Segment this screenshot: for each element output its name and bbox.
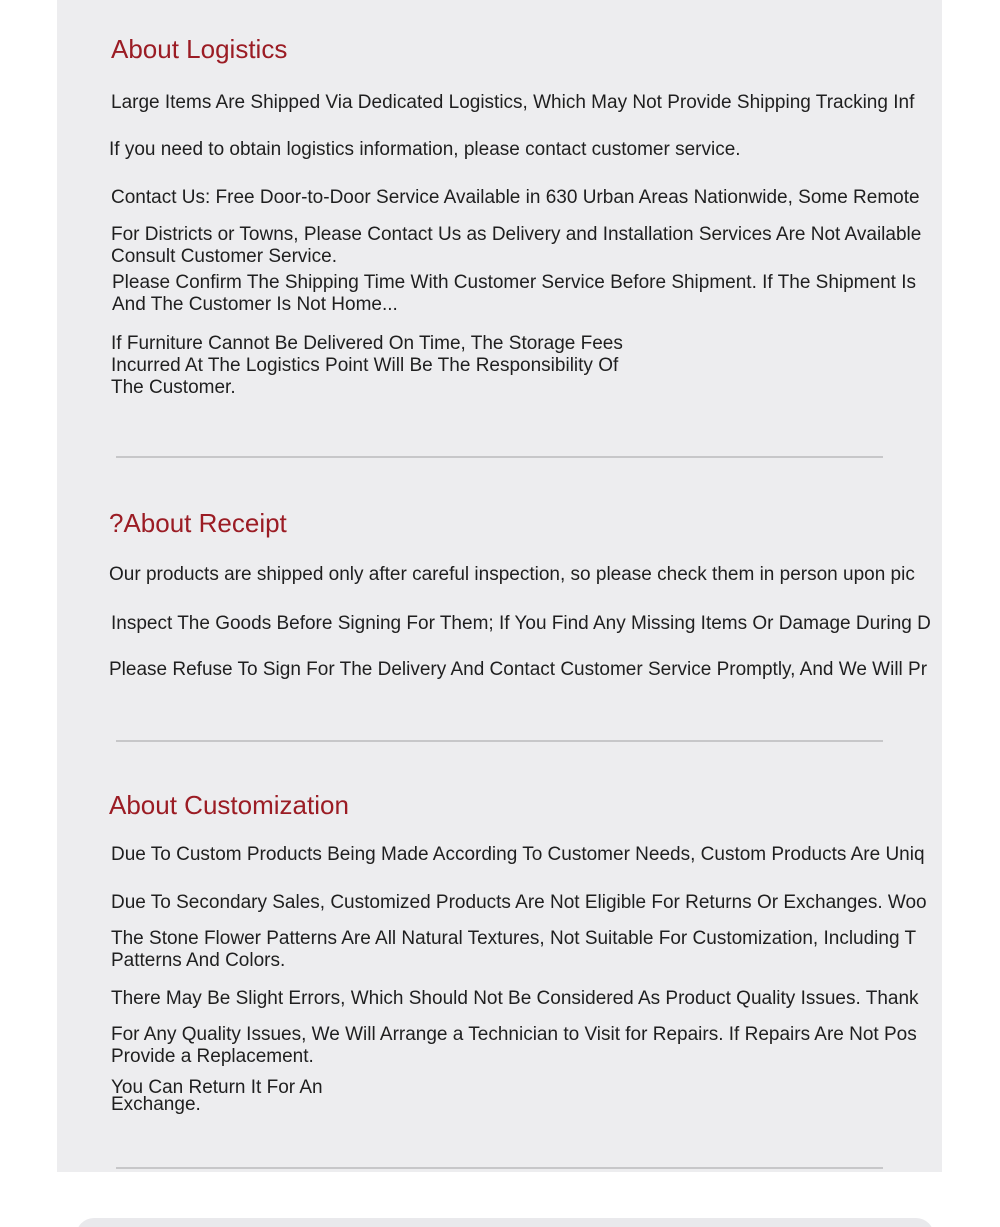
logistics-line: If Furniture Cannot Be Delivered On Time, The Storage Fees xyxy=(111,333,623,354)
section-divider xyxy=(116,456,883,458)
customization-line: For Any Quality Issues, We Will Arrange a Technician to Visit for Repairs. If Repairs Are Not Pos xyxy=(111,1024,917,1045)
logistics-line: Please Confirm The Shipping Time With Customer Service Before Shipment. If The Shipment Is xyxy=(112,272,916,293)
customization-line: The Stone Flower Patterns Are All Natural Textures, Not Suitable For Customization, Including T xyxy=(111,928,917,949)
customization-line: Due To Custom Products Being Made According To Customer Needs, Custom Products Are Uniq xyxy=(111,844,925,865)
receipt-heading: ?About Receipt xyxy=(109,508,287,538)
next-content-card xyxy=(76,1218,934,1227)
customization-line: Due To Secondary Sales, Customized Products Are Not Eligible For Returns Or Exchanges. Woo xyxy=(111,892,927,913)
customization-line: There May Be Slight Errors, Which Should Not Be Considered As Product Quality Issues. Thank xyxy=(111,988,919,1009)
section-divider xyxy=(116,740,883,742)
logistics-line: Consult Customer Service. xyxy=(111,246,337,267)
logistics-line: Incurred At The Logistics Point Will Be The Responsibility Of xyxy=(111,355,619,376)
logistics-line: The Customer. xyxy=(111,377,236,398)
customization-heading: About Customization xyxy=(109,790,349,820)
logistics-line: For Districts or Towns, Please Contact Us as Delivery and Installation Services Are Not Available xyxy=(111,224,922,245)
receipt-line: Our products are shipped only after careful inspection, so please check them in person upon pic xyxy=(109,564,915,585)
customization-line: Exchange. xyxy=(111,1094,201,1115)
section-divider xyxy=(116,1167,883,1169)
logistics-line: Large Items Are Shipped Via Dedicated Logistics, Which May Not Provide Shipping Tracking Inf xyxy=(111,92,915,113)
logistics-line: If you need to obtain logistics information, please contact customer service. xyxy=(109,139,741,160)
logistics-line: Contact Us: Free Door-to-Door Service Available in 630 Urban Areas Nationwide, Some Remote xyxy=(111,187,920,208)
receipt-line: Inspect The Goods Before Signing For Them; If You Find Any Missing Items Or Damage During D xyxy=(111,613,931,634)
customization-line: You Can Return It For An xyxy=(111,1077,323,1098)
customization-line: Provide a Replacement. xyxy=(111,1046,314,1067)
logistics-line: And The Customer Is Not Home... xyxy=(112,294,398,315)
receipt-line: Please Refuse To Sign For The Delivery And Contact Customer Service Promptly, And We Will Pr xyxy=(109,659,928,680)
customization-line: Patterns And Colors. xyxy=(111,950,286,971)
logistics-heading: About Logistics xyxy=(111,34,288,64)
